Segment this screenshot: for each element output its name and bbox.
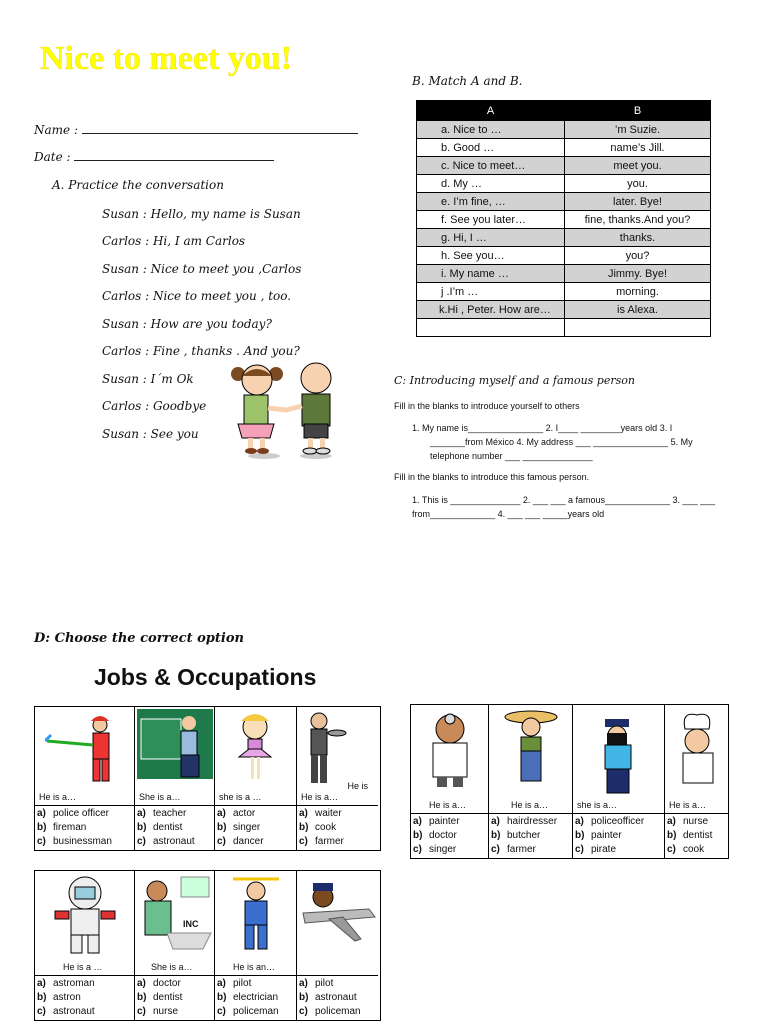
job-caption: He is a … <box>63 962 103 972</box>
jobs-grid-2 <box>410 704 729 859</box>
date-label: Date : <box>34 150 71 164</box>
table-row <box>417 211 711 229</box>
instruction-text: Fill in the blanks to introduce yourself to others <box>394 401 580 411</box>
option[interactable] <box>413 815 486 829</box>
cell-a: c. Nice to meet… <box>417 157 565 175</box>
section-c-heading: C: Introducing myself and a famous person <box>394 374 635 387</box>
option-letter: a) <box>137 808 146 819</box>
option-letter: c) <box>37 836 46 847</box>
section-a-heading: A. Practice the conversation <box>52 178 224 192</box>
option[interactable] <box>299 835 376 849</box>
electrician-icon <box>227 873 285 953</box>
option-text: painter <box>429 816 460 827</box>
option-text: astron <box>53 992 81 1003</box>
option[interactable] <box>137 1005 212 1019</box>
option-letter: c) <box>217 1006 226 1017</box>
options-list <box>135 976 214 1020</box>
job-caption-part: He is <box>347 781 368 791</box>
option[interactable] <box>37 977 132 991</box>
option[interactable] <box>491 829 570 843</box>
cell-a: k.Hi , Peter. How are… <box>417 301 565 319</box>
cell-b: you? <box>565 247 711 265</box>
option-text: singer <box>429 844 457 855</box>
option-letter: a) <box>217 808 226 819</box>
job-caption: He is a… <box>511 800 549 810</box>
option-text: dentist <box>153 992 183 1003</box>
option-letter: b) <box>575 830 585 841</box>
dentist-icon <box>137 873 213 953</box>
option-letter: c) <box>491 844 500 855</box>
police-officer-icon <box>593 719 643 799</box>
option[interactable] <box>299 991 376 1005</box>
job-caption: He is a… <box>39 792 77 802</box>
job-card <box>35 707 135 850</box>
table-row <box>417 283 711 301</box>
job-card <box>411 705 489 858</box>
cell-a: d. My … <box>417 175 565 193</box>
option-letter: a) <box>491 816 500 827</box>
inc-label: INC <box>183 919 199 929</box>
option[interactable] <box>575 815 662 829</box>
option-letter: c) <box>137 836 146 847</box>
option-text: astroman <box>53 978 95 989</box>
date-line <box>74 160 274 161</box>
cell-a: f. See you later… <box>417 211 565 229</box>
option[interactable] <box>667 843 726 857</box>
option-text: astronaut <box>153 836 195 847</box>
cell-a: h. See you… <box>417 247 565 265</box>
section-d-heading: D: Choose the correct option <box>34 631 244 646</box>
options-list <box>215 976 296 1020</box>
option-letter: b) <box>217 992 227 1003</box>
table-row <box>417 265 711 283</box>
option-text: cook <box>683 844 705 855</box>
job-card <box>215 707 297 850</box>
options-list <box>573 814 664 858</box>
cell-b: morning. <box>565 283 711 301</box>
cook-icon <box>667 709 727 787</box>
cell-b: name’s Jill. <box>565 139 711 157</box>
option-text: hairdresser <box>507 816 558 827</box>
firefighter-icon <box>45 711 131 791</box>
name-field[interactable] <box>34 123 358 137</box>
job-card <box>297 871 378 1020</box>
options-list <box>35 806 134 850</box>
farmer-icon <box>503 707 559 791</box>
option-letter: b) <box>37 992 47 1003</box>
cell-b: later. Bye! <box>565 193 711 211</box>
option-text: dentist <box>153 822 183 833</box>
option-text: dentist <box>683 830 713 841</box>
column-a-header: A <box>417 101 565 121</box>
job-image <box>215 871 296 976</box>
name-label: Name : <box>34 123 78 137</box>
conversation-line: Susan : Nice to meet you ,Carlos <box>102 262 302 276</box>
option[interactable] <box>217 835 294 849</box>
option-letter: a) <box>413 816 422 827</box>
option[interactable] <box>299 807 376 821</box>
page-title: Nice to meet you! <box>40 40 293 77</box>
option-letter: b) <box>37 822 47 833</box>
option[interactable] <box>37 835 132 849</box>
option[interactable] <box>575 843 662 857</box>
cell-b: Jimmy. Bye! <box>565 265 711 283</box>
instruction-text: Fill in the blanks to introduce this famous person. <box>394 472 590 482</box>
table-row <box>417 301 711 319</box>
cell-a: b. Good … <box>417 139 565 157</box>
option[interactable] <box>667 829 726 843</box>
cell-a: e. I’m fine, … <box>417 193 565 211</box>
option-letter: a) <box>37 978 46 989</box>
conversation-line: Carlos : Hi, I am Carlos <box>102 234 246 248</box>
option[interactable] <box>491 843 570 857</box>
option-letter: c) <box>575 844 584 855</box>
match-table <box>416 100 711 337</box>
cell-b <box>565 319 711 337</box>
option-letter: b) <box>299 992 309 1003</box>
table-row <box>417 247 711 265</box>
option[interactable] <box>217 977 294 991</box>
job-caption: He is a… <box>669 800 707 810</box>
option-text: teacher <box>153 808 187 819</box>
jobs-title: Jobs & Occupations <box>94 664 317 690</box>
job-caption: She is a… <box>139 792 181 802</box>
option[interactable] <box>217 821 294 835</box>
conversation-line: Carlos : Nice to meet you , too. <box>102 289 292 303</box>
option-text: policeman <box>315 1006 361 1017</box>
option-text: fireman <box>53 822 87 833</box>
cell-b: you. <box>565 175 711 193</box>
job-image <box>35 871 134 976</box>
option[interactable] <box>413 843 486 857</box>
options-list <box>297 806 378 850</box>
option-letter: c) <box>137 1006 146 1017</box>
teacher-icon <box>137 709 213 779</box>
job-card <box>489 705 573 858</box>
option-text: cook <box>315 822 337 833</box>
cell-a: a. Nice to … <box>417 121 565 139</box>
option[interactable] <box>137 835 212 849</box>
fill-line: telephone number ___ ______________ <box>430 451 593 461</box>
job-image <box>573 705 664 814</box>
table-row <box>417 319 711 337</box>
conversation-line: Susan : See you <box>102 427 199 441</box>
option-letter: c) <box>37 1006 46 1017</box>
option[interactable] <box>37 807 132 821</box>
option-letter: a) <box>575 816 584 827</box>
option-letter: b) <box>217 822 227 833</box>
option-text: doctor <box>153 978 181 989</box>
option[interactable] <box>299 1005 376 1019</box>
option-text: nurse <box>153 1006 179 1017</box>
option-text: astronaut <box>315 992 357 1003</box>
cell-a <box>417 319 565 337</box>
table-row <box>417 139 711 157</box>
conversation-line: Susan : I´m Ok <box>102 372 194 386</box>
option[interactable] <box>37 991 132 1005</box>
cell-a: j .I’m … <box>417 283 565 301</box>
astronaut-icon <box>49 873 121 955</box>
option[interactable] <box>37 821 132 835</box>
waiter-icon <box>301 709 347 789</box>
option-letter: b) <box>137 992 147 1003</box>
fill-line: 1. This is ______________ 2. ___ ___ a famous_____________ 3. ___ ___ <box>412 495 716 505</box>
option-text: singer <box>233 822 261 833</box>
conversation-line: Carlos : Goodbye <box>102 399 207 413</box>
job-card <box>135 871 215 1020</box>
pilot-icon <box>299 879 377 949</box>
option-text: police officer <box>53 808 109 819</box>
option-letter: a) <box>299 978 308 989</box>
option-letter: a) <box>137 978 146 989</box>
option[interactable] <box>217 807 294 821</box>
job-image <box>489 705 572 814</box>
job-card <box>35 871 135 1020</box>
option-letter: b) <box>413 830 423 841</box>
column-b-header: B <box>565 101 711 121</box>
option-text: policeman <box>233 1006 279 1017</box>
jobs-grid-1 <box>34 706 381 851</box>
option[interactable] <box>137 821 212 835</box>
cell-a: i. My name … <box>417 265 565 283</box>
option[interactable] <box>217 991 294 1005</box>
option-text: butcher <box>507 830 541 841</box>
section-b-heading: B. Match A and B. <box>412 74 523 88</box>
option-letter: b) <box>137 822 147 833</box>
option-text: electrician <box>233 992 279 1003</box>
job-image <box>135 871 214 976</box>
option[interactable] <box>575 829 662 843</box>
option-letter: c) <box>299 1006 308 1017</box>
kids-shaking-hands-illustration <box>224 358 348 460</box>
options-list <box>297 976 378 1020</box>
options-list <box>35 976 134 1020</box>
job-card <box>297 707 378 850</box>
fill-line: from_____________ 4. ___ ___ _____years old <box>412 509 605 519</box>
table-row <box>417 193 711 211</box>
doctor-icon <box>419 709 481 789</box>
options-list <box>665 814 728 858</box>
table-row <box>417 157 711 175</box>
conversation-line: Susan : Hello, my name is Susan <box>102 207 301 221</box>
job-caption: she is a… <box>577 800 618 810</box>
job-image <box>411 705 488 814</box>
option[interactable] <box>413 829 486 843</box>
option[interactable] <box>491 815 570 829</box>
date-field[interactable] <box>34 150 274 164</box>
job-card <box>135 707 215 850</box>
option-text: doctor <box>429 830 457 841</box>
jobs-grid-3 <box>34 870 381 1021</box>
option[interactable] <box>299 821 376 835</box>
option-text: pilot <box>315 978 334 989</box>
option-letter: b) <box>299 822 309 833</box>
option-letter: a) <box>37 808 46 819</box>
fill-line: _______from México 4. My address ___ _______________ 5. My <box>430 437 693 447</box>
cell-b: is Alexa. <box>565 301 711 319</box>
job-caption: He is an… <box>233 962 276 972</box>
option-text: farmer <box>507 844 536 855</box>
option-letter: c) <box>217 836 226 847</box>
table-row <box>417 229 711 247</box>
option-text: pirate <box>591 844 617 855</box>
option-text: actor <box>233 808 256 819</box>
option-text: policeofficer <box>591 816 645 827</box>
option[interactable] <box>137 991 212 1005</box>
option[interactable] <box>137 977 212 991</box>
options-list <box>411 814 488 858</box>
cell-b: ’m Suzie. <box>565 121 711 139</box>
option-text: waiter <box>315 808 342 819</box>
cell-a: g. Hi, I … <box>417 229 565 247</box>
option-letter: b) <box>667 830 677 841</box>
option[interactable] <box>37 1005 132 1019</box>
job-caption: She is a… <box>151 962 193 972</box>
table-row <box>417 175 711 193</box>
option-text: farmer <box>315 836 344 847</box>
cell-b: thanks. <box>565 229 711 247</box>
job-card <box>215 871 297 1020</box>
option-text: painter <box>591 830 622 841</box>
options-list <box>215 806 296 850</box>
option-text: dancer <box>233 836 264 847</box>
option-letter: c) <box>667 844 676 855</box>
job-caption: she is a … <box>219 792 262 802</box>
job-card <box>665 705 728 858</box>
dancer-icon <box>221 709 291 789</box>
option[interactable] <box>217 1005 294 1019</box>
option-text: astronaut <box>53 1006 95 1017</box>
conversation-line: Susan : How are you today? <box>102 317 272 331</box>
options-list <box>489 814 572 858</box>
option[interactable] <box>299 977 376 991</box>
option-text: nurse <box>683 816 709 827</box>
option-letter: a) <box>217 978 226 989</box>
option-text: businessman <box>53 836 112 847</box>
job-image <box>297 871 378 976</box>
option-letter: a) <box>667 816 676 827</box>
option-letter: c) <box>413 844 422 855</box>
option[interactable] <box>667 815 726 829</box>
table-row <box>417 121 711 139</box>
cell-b: meet you. <box>565 157 711 175</box>
option-letter: a) <box>299 808 308 819</box>
job-caption: He is a… <box>301 792 339 802</box>
job-image <box>665 705 728 814</box>
option[interactable] <box>137 807 212 821</box>
options-list <box>135 806 214 850</box>
option-letter: b) <box>491 830 501 841</box>
option-text: pilot <box>233 978 252 989</box>
job-caption: He is a… <box>429 800 467 810</box>
conversation-line: Carlos : Fine , thanks . And you? <box>102 344 300 358</box>
fill-line: 1. My name is_______________ 2. I____ ________years old 3. I <box>412 423 673 433</box>
name-line <box>82 133 358 134</box>
cell-b: fine, thanks.And you? <box>565 211 711 229</box>
job-card <box>573 705 665 858</box>
option-letter: c) <box>299 836 308 847</box>
